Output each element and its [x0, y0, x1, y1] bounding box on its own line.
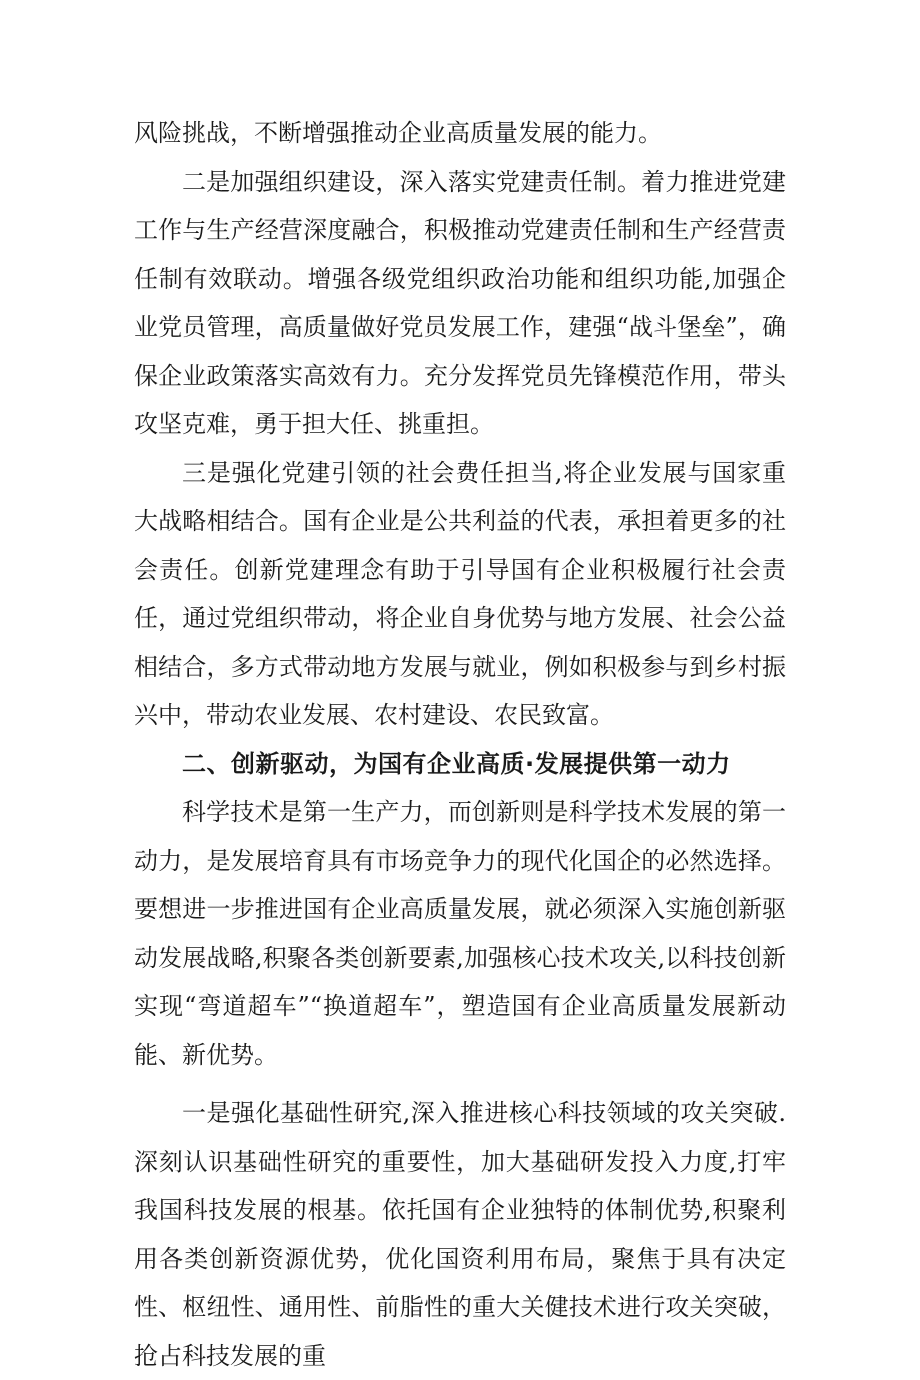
paragraph-organization-building: 二是加强组织建设，深入落实党建责任制。着力推进党建工作与生产经营深度融合，积极推动党建责任制和生产经营责任制有效联动。增强各级党组织政治功能和组织功能,加强企业党员管理，高质量做好党员发展工作，建强“战斗堡垒”，确保企业政策落实高效有力。充分发挥党员先锋模范作用，带头攻坚克难，勇于担大任、挑重担。 [134, 167, 786, 438]
section-heading-innovation: 二、创新驱动，为国有企业高质·发展提供第一动力 [182, 749, 731, 778]
document-body [134, 109, 786, 1380]
paragraph-spacer [134, 1079, 786, 1089]
paragraph-social-responsibility: 三是强化党建引领的社会费任担当,将企业发展与国家重大战略相结合。国有企业是公共利益的代表，承担着更多的社会责任。创新党建理念有助于引导国有企业积极履行社会责任，通过党组织带动，将企业自身优势与地方发展、社会公益相结合，多方式带动地方发展与就业，例如积极参与到乡村振兴中，带动农业发展、农村建设、农民致富。 [134, 458, 786, 729]
paragraph-basic-research: 一是强化基础性研究,深入推进核心科技领域的攻关突破.深刻认识基础性研究的重要性，加大基础研发投入力度,打牢我国科技发展的根基。依托国有企业独特的体制优势,积聚利用各类创新资源优势，优化国资利用布局，聚焦于具有决定性、枢纽性、通用性、前脂性的重大关健技术进行攻关突破，抢占科技发展的重 [134, 1099, 786, 1370]
paragraph-innovation-intro: 科学技术是第一生产力，而创新则是科学技术发展的第一动力，是发展培育具有市场竞争力的现代化国企的必然选择。要想进一步推进国有企业高质量发展，就必须深入实施创新驱动发展战略,积聚各类创新要素,加强核心技术攻关,以科技创新实现“弯道超车”“换道超车”，塑造国有企业高质量发展新动能、新优势。 [134, 798, 786, 1069]
paragraph-continuation: 风险挑战，不断增强推动企业高质量发展的能力。 [134, 119, 662, 147]
